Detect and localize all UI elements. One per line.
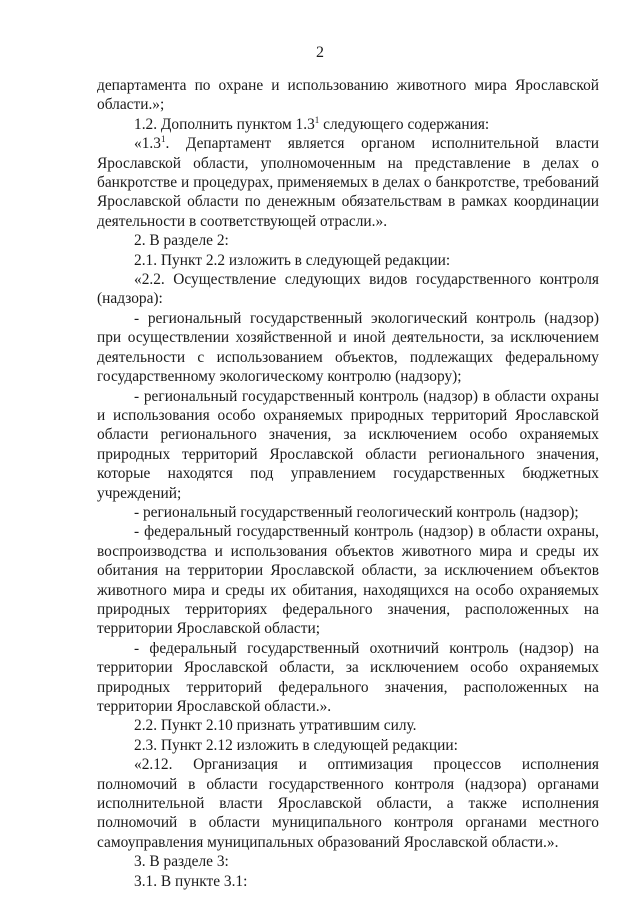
list-item-hunting-control: - федеральный государственный охотничий контроль (надзор) на территории Ярославской области, за исключением особо охраняемых природных территорий федерального значения, расположенных на территории Ярославской области.».	[97, 639, 599, 715]
paragraph-1-2	[97, 115, 599, 134]
page-number: 2	[316, 44, 324, 61]
paragraph-2-2: «2.2. Осуществление следующих видов государственного контроля (надзора):	[97, 271, 599, 308]
document-body	[97, 76, 599, 891]
paragraph-2-12: «2.12. Организация и оптимизация процессов исполнения полномочий в области государственного контроля (надзора) органами исполнительной власти Ярославской области, а также исполнения полномочий в области муниципального контроля органами местного самоуправления муниципальных образований Ярославской области.».	[97, 756, 599, 851]
paragraph-2-2-repeal: 2.2. Пункт 2.10 признать утратившим силу.	[134, 717, 417, 735]
paragraph-continuation: департамента по охране и использованию животного мира Ярославской области.»;	[97, 77, 599, 114]
paragraph-2-1: 2.1. Пункт 2.2 изложить в следующей редакции:	[134, 251, 451, 269]
paragraph-text: 1.2. Дополнить пунктом 1.3	[134, 115, 315, 133]
superscript: 1	[314, 114, 320, 125]
paragraph-1-3-1	[97, 134, 599, 231]
list-item-geological-control: - региональный государственный геологический контроль (надзор);	[134, 503, 579, 521]
list-item-protected-territories-control: - региональный государственный контроль (надзор) в области охраны и использования особо охраняемых природных территорий Ярославской области регионального значения, за исключением особо охраняемых природных территорий Ярославской области регионального значения, которые находятся под управлением государственных бюджетных учреждений;	[97, 387, 599, 502]
paragraph-2-3: 2.3. Пункт 2.12 изложить в следующей редакции:	[134, 736, 458, 754]
paragraph-3-1: 3.1. В пункте 3.1:	[134, 872, 248, 890]
list-item-wildlife-control: - федеральный государственный контроль (надзор) в области охраны, воспроизводства и использования объектов животного мира и среды их обитания на территории Ярославской области, за исключением объектов животного мира и среды их обитания, находящихся на особо охраняемых природных территориях федерального значения, расположенных на территории Ярославской области;	[97, 523, 599, 638]
list-item-ecological-control: - региональный государственный экологический контроль (надзор) при осуществлении хозяйственной и иной деятельности, за исключением деятельности с использованием объектов, подлежащих федеральному государственному экологическому контролю (надзору);	[97, 309, 599, 386]
paragraph-text: . Департамент является органом исполнительной власти Ярославской области, уполномоченным на представление в делах о банкротстве и процедурах, применяемых в делах о банкротстве, требований Ярославской области по денежным обязательствам в рамках координации деятельности в соответствующей отрасли.».	[97, 135, 599, 230]
section-2-heading: 2. В разделе 2:	[134, 232, 229, 250]
paragraph-text: следующего содержания:	[319, 115, 490, 133]
paragraph-text: «1.3	[134, 135, 161, 153]
superscript: 1	[160, 134, 166, 145]
section-3-heading: 3. В разделе 3:	[134, 853, 229, 871]
